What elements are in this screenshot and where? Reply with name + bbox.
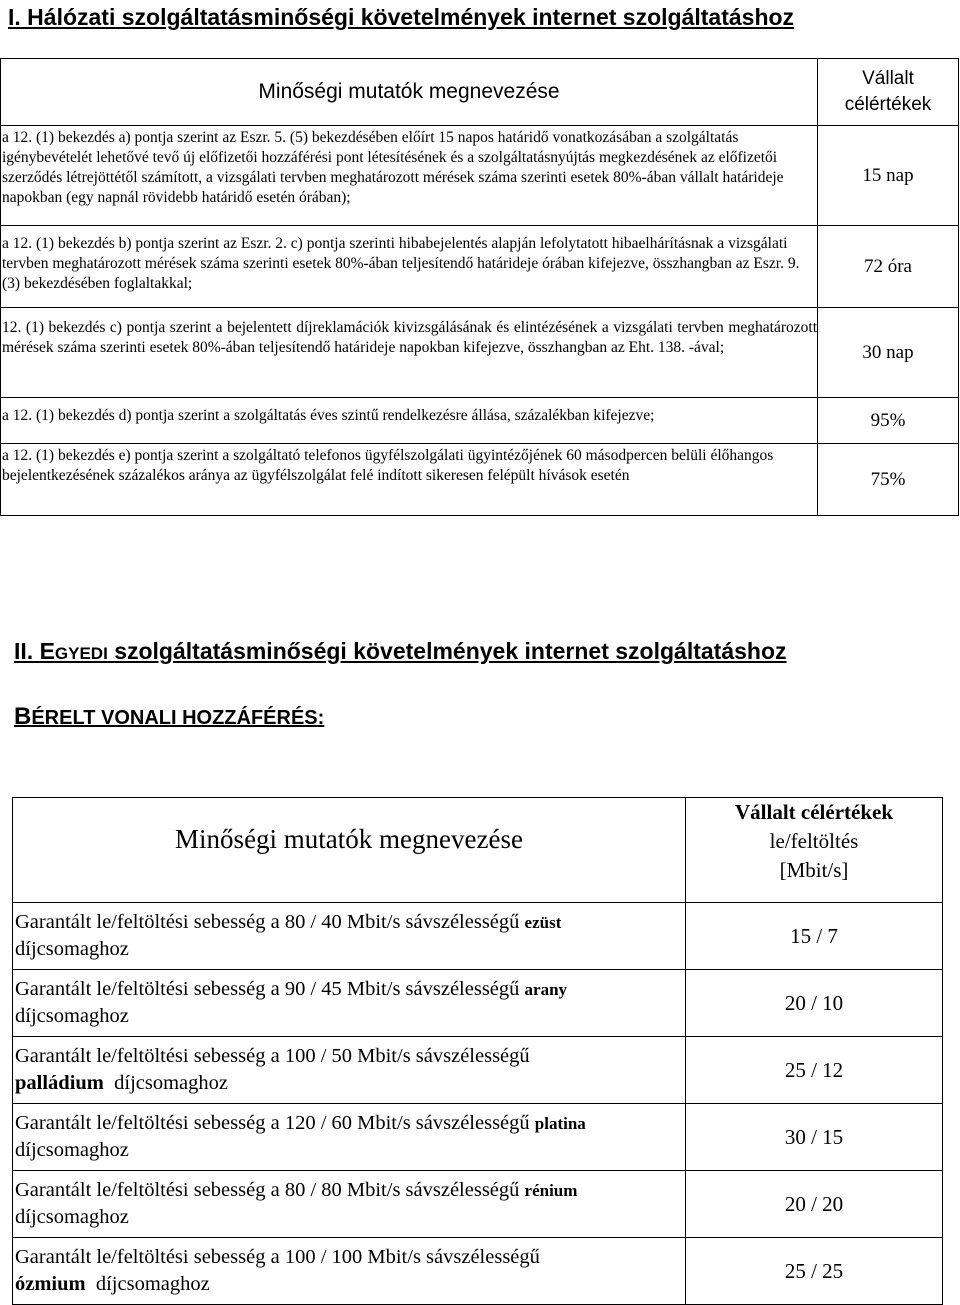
header-target-line1: Vállalt xyxy=(862,68,914,89)
header-description: Minőségi mutatók megnevezése xyxy=(1,59,818,126)
row-value: 30 / 15 xyxy=(686,1104,943,1171)
row-value: 15 / 7 xyxy=(686,903,943,970)
row-description: a 12. (1) bekezdés e) pontja szerint a szolgáltató telefonos ügyfélszolgálati ügyintézőjének 60 másodpercen belüli élőhangos bejelentkezésének százalékos aránya az ügyfélszolgálat felé indított sikeresen felépült hívások esetén xyxy=(1,444,818,516)
leased-line-table xyxy=(12,797,943,1305)
row-value: 25 / 12 xyxy=(686,1037,943,1104)
table-row xyxy=(1,226,959,308)
row-prefix: Garantált le/feltöltési sebesség a 100 / 50 Mbit/s sávszélességű xyxy=(15,1045,530,1067)
row-prefix: Garantált le/feltöltési sebesség a 100 / 100 Mbit/s sávszélességű xyxy=(15,1246,540,1268)
row-description xyxy=(13,970,686,1037)
row-description: a 12. (1) bekezdés a) pontja szerint az Eszr. 5. (5) bekezdésében előírt 15 napos határidő vonatkozásában a szolgáltatás igénybevételét lehetővé tevő új előfizetői hozzáférési pont létesítésének és a szolgáltatásnyújtás megkezdésének az előfizetői szerződés létrejöttétől számított, a vizsgálati tervben meghatározott mérések száma szerinti esetek 80%-ában vállalt határideje napokban (egy napnál rövidebb határidő esetén órában); xyxy=(1,126,818,226)
subtitle-rest: ÉRELT VONALI HOZZÁFÉRÉS xyxy=(31,707,318,729)
section2-title-gyedi: GYEDI xyxy=(54,644,108,663)
row-package: arany xyxy=(524,980,568,999)
row-value: 20 / 10 xyxy=(686,970,943,1037)
section2-subtitle xyxy=(14,703,324,732)
header-target-line1: Vállalt célértékek xyxy=(734,800,894,824)
row-package: palládium xyxy=(15,1072,104,1094)
row-value: 72 óra xyxy=(818,226,959,308)
section2-title-e: E xyxy=(39,638,55,664)
table-row xyxy=(13,903,943,970)
header-target-line3: [Mbit/s] xyxy=(779,858,849,882)
row-package: platina xyxy=(534,1114,586,1133)
row-suffix: díjcsomaghoz xyxy=(15,1139,129,1161)
row-value: 25 / 25 xyxy=(686,1238,943,1305)
row-description xyxy=(13,1238,686,1305)
row-package: ózmium xyxy=(15,1273,86,1295)
header-target-line2: célértékek xyxy=(844,94,932,115)
row-description: 12. (1) bekezdés c) pontja szerint a bejelentett díjreklamációk kivizsgálásának és elintézésének a vizsgálati tervben meghatározott mérések száma szerinti esetek 80%-ában teljesítendő határideje napokban kifejezve, összhangban az Eht. 138. -ával; xyxy=(1,308,818,398)
row-suffix: díjcsomaghoz xyxy=(15,1005,129,1027)
table-row xyxy=(13,1171,943,1238)
row-value: 95% xyxy=(818,398,959,444)
table-row xyxy=(13,1037,943,1104)
table-row xyxy=(13,1104,943,1171)
header-target-values xyxy=(818,59,959,126)
table-row xyxy=(1,398,959,444)
section2-title-rest: szolgáltatásminőségi követelmények internet szolgáltatáshoz xyxy=(114,638,787,664)
row-value: 30 nap xyxy=(818,308,959,398)
header-description: Minőségi mutatók megnevezése xyxy=(13,798,686,903)
section2-title xyxy=(14,636,787,669)
row-description xyxy=(13,1104,686,1171)
row-prefix: Garantált le/feltöltési sebesség a 120 / 60 Mbit/s sávszélességű xyxy=(15,1112,530,1134)
row-description xyxy=(13,1037,686,1104)
row-suffix: díjcsomaghoz xyxy=(15,1206,129,1228)
table-header-row xyxy=(13,798,943,903)
subtitle-colon: : xyxy=(317,707,325,729)
row-package: ezüst xyxy=(524,913,562,932)
row-description: a 12. (1) bekezdés b) pontja szerint az Eszr. 2. c) pontja szerinti hibabejelentés alapján lefolytatott hibaelhárításnak a vizsgálati tervben meghatározott mérések száma szerinti esetek 80%-ában teljesítendő határideje órában kifejezve, összhangban az Eszr. 9. (3) bekezdésében foglaltakkal; xyxy=(1,226,818,308)
table-row xyxy=(13,970,943,1037)
row-prefix: Garantált le/feltöltési sebesség a 90 / 45 Mbit/s sávszélességű xyxy=(15,978,520,1000)
header-target-values xyxy=(686,798,943,903)
table-row xyxy=(1,308,959,398)
subtitle-b: B xyxy=(14,703,32,730)
row-prefix: Garantált le/feltöltési sebesség a 80 / 80 Mbit/s sávszélességű xyxy=(15,1179,520,1201)
row-value: 15 nap xyxy=(818,126,959,226)
row-description xyxy=(13,903,686,970)
section1-title: I. Hálózati szolgáltatásminőségi követelmények internet szolgáltatáshoz xyxy=(8,4,795,30)
row-prefix: Garantált le/feltöltési sebesség a 80 / 40 Mbit/s sávszélességű xyxy=(15,911,520,933)
header-target-line2: le/feltöltés xyxy=(769,829,859,853)
row-value: 20 / 20 xyxy=(686,1171,943,1238)
row-package: rénium xyxy=(524,1181,578,1200)
row-suffix: díjcsomaghoz xyxy=(95,1273,210,1295)
table-row xyxy=(1,444,959,516)
row-description: a 12. (1) bekezdés d) pontja szerint a szolgáltatás éves szintű rendelkezésre állása, százalékban kifejezve; xyxy=(1,398,818,444)
table-row xyxy=(1,126,959,226)
table-row xyxy=(13,1238,943,1305)
row-description xyxy=(13,1171,686,1238)
row-suffix: díjcsomaghoz xyxy=(15,938,129,960)
row-value: 75% xyxy=(818,444,959,516)
row-suffix: díjcsomaghoz xyxy=(114,1072,228,1094)
section2-title-roman: II. xyxy=(14,638,34,664)
quality-requirements-table xyxy=(0,58,959,516)
table-header-row xyxy=(1,59,959,126)
